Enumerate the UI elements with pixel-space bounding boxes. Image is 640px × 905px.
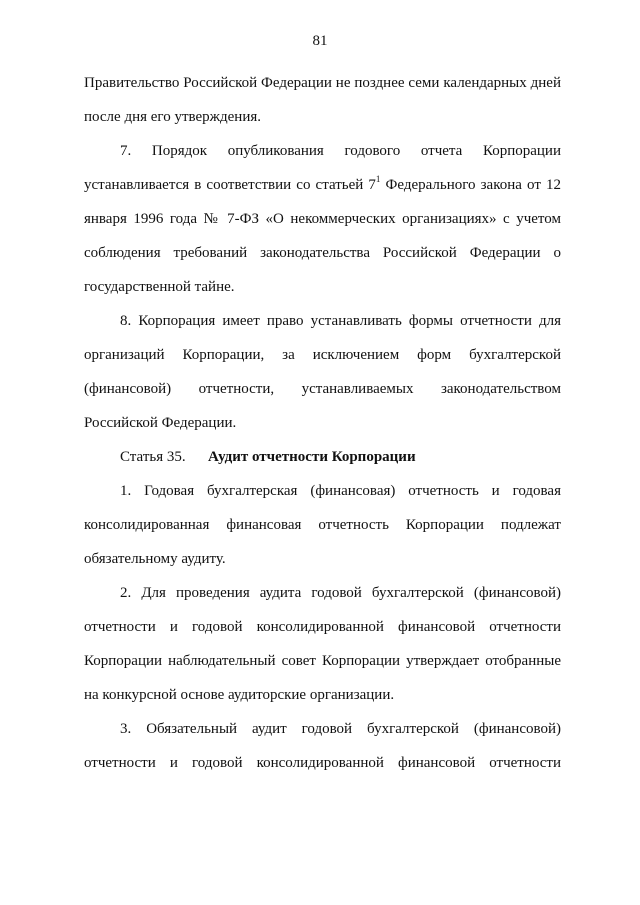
paragraph-article-35-item-3: 3. Обязательный аудит годовой бухгалтерской (финансовой) отчетности и годовой консолидированной финансовой отчетности xyxy=(84,721,561,771)
document-body xyxy=(84,66,561,780)
article-heading xyxy=(84,440,561,474)
article-number: Статья 35. xyxy=(120,449,186,465)
paragraph-item-7-text-b: Федерального закона от 12 января 1996 года № 7-ФЗ «О некоммерческих организациях» с учетом соблюдения требований законодательства Российской Федерации о государственной тайне. xyxy=(84,177,561,295)
paragraph-article-35-item-1: 1. Годовая бухгалтерская (финансовая) отчетность и годовая консолидированная финансовая отчетность Корпорации подлежат обязательному аудиту. xyxy=(84,483,561,567)
paragraph-item-7-text-a: 7. Порядок опубликования годового отчета Корпорации устанавливается в соответствии со статьей 7 xyxy=(84,143,561,193)
page-number: 81 xyxy=(312,33,328,49)
paragraph-article-35-item-2: 2. Для проведения аудита годовой бухгалтерской (финансовой) отчетности и годовой консолидированной финансовой отчетности Корпорации наблюдательный совет Корпорации утверждает отобранные на конкурсной основе аудиторские организации. xyxy=(84,585,561,703)
article-title: Аудит отчетности Корпорации xyxy=(208,449,416,465)
paragraph-item-7 xyxy=(84,134,561,304)
paragraph-item-8: 8. Корпорация имеет право устанавливать формы отчетности для организаций Корпорации, за исключением форм бухгалтерской (финансовой) отчетности, устанавливаемых законодательством Российской Федерации. xyxy=(84,313,561,431)
footnote-superscript: 1 xyxy=(375,174,381,184)
paragraph-continuation: Правительство Российской Федерации не позднее семи календарных дней после дня его утверждения. xyxy=(84,75,561,125)
